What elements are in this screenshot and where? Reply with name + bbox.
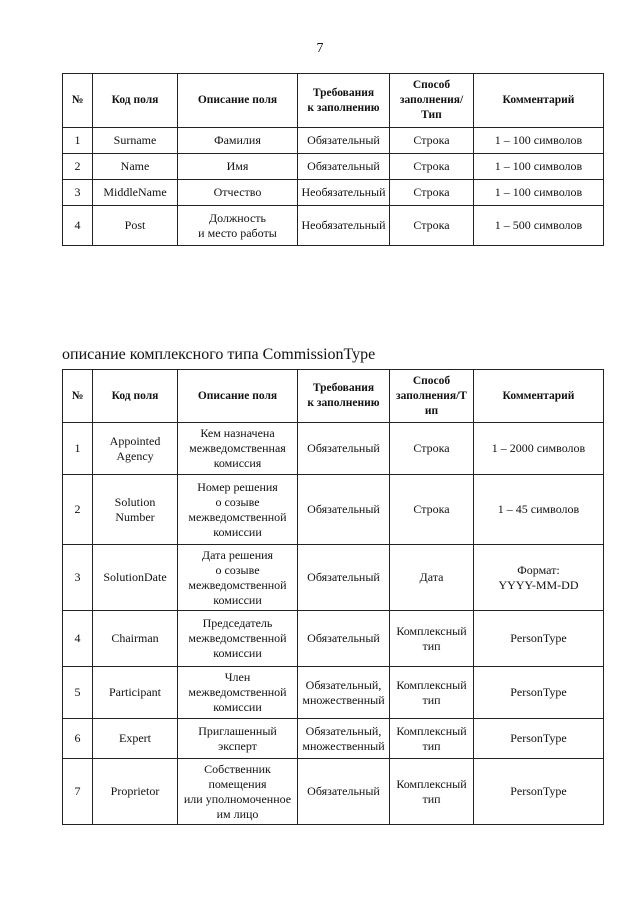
- cell-field-description: [178, 759, 298, 825]
- cell-field-description: [178, 154, 298, 180]
- cell-field-description: [178, 128, 298, 154]
- cell-line: комиссии: [213, 592, 262, 607]
- fields-table: [62, 73, 604, 246]
- cell-line: и место работы: [198, 225, 277, 240]
- cell-field-code: [93, 759, 178, 825]
- cell-field-description: [178, 611, 298, 667]
- header-fill-method: [390, 74, 474, 128]
- header-line: Способ: [412, 374, 451, 387]
- cell-fill-method: [390, 545, 474, 611]
- header-field-description: [178, 370, 298, 423]
- cell-line: межведомственной: [188, 685, 287, 699]
- cell-line: Agency: [116, 448, 154, 463]
- cell-line: Обязательный: [307, 133, 380, 147]
- cell-fill-method: [390, 719, 474, 759]
- cell-line: тип: [422, 692, 441, 707]
- cell-line: 1 – 500 символов: [494, 218, 583, 232]
- cell-field-code: [93, 719, 178, 759]
- cell-line: Комплексный: [396, 623, 467, 638]
- header-line: Комментарий: [502, 389, 575, 402]
- cell-comment: [474, 545, 604, 611]
- cell-line: Необязательный: [301, 185, 386, 199]
- cell-line: Председатель: [202, 616, 273, 630]
- cell-line: 1 – 2000 символов: [491, 441, 586, 455]
- cell-line: 1 – 45 символов: [497, 502, 580, 516]
- cell-field-code: [93, 180, 178, 206]
- header-fill-method: [390, 370, 474, 423]
- cell-line: комиссия: [213, 456, 262, 470]
- header-line: Комментарий: [502, 94, 575, 106]
- cell-line: 1 – 100 символов: [494, 133, 583, 147]
- cell-field-description: [178, 719, 298, 759]
- cell-fill-method: [390, 423, 474, 475]
- cell-fill-method: [390, 611, 474, 667]
- cell-comment: [474, 475, 604, 545]
- cell-line: MiddleName: [103, 185, 167, 199]
- cell-field-code: [93, 545, 178, 611]
- cell-field-description: [178, 475, 298, 545]
- table-row: [63, 423, 604, 475]
- cell-field-code: [93, 128, 178, 154]
- cell-requirements: [298, 154, 390, 180]
- header-line: Код поля: [111, 94, 159, 106]
- cell-line: комиссии: [213, 524, 262, 539]
- cell-line: Строка: [413, 218, 450, 232]
- cell-number: 4: [63, 206, 93, 246]
- cell-line: Кем назначена: [200, 426, 275, 440]
- cell-line: PersonType: [510, 784, 567, 798]
- cell-field-description: [178, 667, 298, 719]
- cell-line: 1 – 100 символов: [494, 185, 583, 199]
- cell-line: Обязательный: [307, 784, 380, 798]
- cell-line: Строка: [413, 159, 450, 173]
- cell-field-description: [178, 206, 298, 246]
- cell-requirements: [298, 759, 390, 825]
- cell-comment: [474, 667, 604, 719]
- cell-field-description: [178, 545, 298, 611]
- header-line: Код поля: [111, 389, 159, 402]
- header-field-code: [93, 370, 178, 423]
- header-line: Способ: [412, 79, 451, 91]
- cell-line: Фамилия: [214, 133, 261, 147]
- cell-line: Обязательный: [307, 159, 380, 173]
- cell-line: Имя: [226, 159, 249, 173]
- header-line: Тип: [421, 109, 442, 121]
- cell-fill-method: [390, 128, 474, 154]
- cell-line: Отчество: [213, 185, 262, 199]
- cell-line: 1 – 100 символов: [494, 159, 583, 173]
- header-line: Требования: [312, 86, 375, 99]
- table-header-row: [63, 370, 604, 423]
- cell-line: Обязательный: [307, 570, 380, 584]
- header-line: к заполнению: [307, 397, 380, 409]
- header-number: [63, 370, 93, 423]
- cell-field-code: [93, 667, 178, 719]
- cell-line: о созыве: [215, 494, 260, 509]
- cell-number: 2: [63, 475, 93, 545]
- cell-line: PersonType: [510, 685, 567, 699]
- page-number: 7: [316, 41, 324, 56]
- cell-requirements: [298, 667, 390, 719]
- cell-requirements: [298, 180, 390, 206]
- cell-fill-method: [390, 759, 474, 825]
- cell-line: PersonType: [510, 631, 567, 645]
- cell-fill-method: [390, 206, 474, 246]
- table-row: [63, 475, 604, 545]
- table-row: [63, 206, 604, 246]
- cell-line: Приглашенный: [198, 723, 277, 738]
- cell-number: 3: [63, 180, 93, 206]
- table-row: [63, 128, 604, 154]
- cell-line: Строка: [413, 502, 450, 516]
- cell-line: SolutionDate: [103, 570, 167, 584]
- cell-line: им лицо: [216, 806, 259, 821]
- header-line: ип: [424, 404, 439, 417]
- header-comment: [474, 370, 604, 423]
- cell-field-description: [178, 423, 298, 475]
- cell-field-description: [178, 180, 298, 206]
- cell-comment: [474, 180, 604, 206]
- table-row: [63, 759, 604, 825]
- cell-line: Обязательный: [307, 502, 380, 516]
- header-field-code: [93, 74, 178, 128]
- cell-line: Proprietor: [110, 784, 160, 798]
- cell-comment: [474, 206, 604, 246]
- cell-line: Строка: [413, 185, 450, 199]
- cell-line: Комплексный: [396, 723, 467, 738]
- cell-number: 4: [63, 611, 93, 667]
- cell-comment: [474, 611, 604, 667]
- cell-requirements: [298, 423, 390, 475]
- cell-number: 1: [63, 423, 93, 475]
- header-line: №: [71, 389, 84, 402]
- cell-line: YYYY-MM-DD: [498, 577, 579, 592]
- cell-field-code: [93, 206, 178, 246]
- table-row: [63, 719, 604, 759]
- cell-number: 3: [63, 545, 93, 611]
- cell-line: или уполномоченное: [183, 791, 292, 806]
- cell-line: Дата: [419, 570, 444, 584]
- cell-fill-method: [390, 180, 474, 206]
- cell-field-code: [93, 475, 178, 545]
- cell-line: Обязательный,: [305, 677, 382, 692]
- cell-line: Необязательный: [301, 218, 386, 232]
- cell-requirements: [298, 545, 390, 611]
- cell-line: Chairman: [111, 631, 159, 645]
- section-title: описание комплексного типа CommissionType: [62, 346, 376, 363]
- table-row: [63, 154, 604, 180]
- table-row: [63, 180, 604, 206]
- table-row: [63, 667, 604, 719]
- cell-line: Expert: [119, 731, 151, 745]
- cell-line: Номер решения: [197, 479, 278, 494]
- cell-requirements: [298, 206, 390, 246]
- cell-line: тип: [422, 638, 441, 653]
- cell-line: Дата решения: [201, 547, 274, 562]
- cell-field-code: [93, 611, 178, 667]
- cell-line: о созыве: [215, 562, 260, 577]
- cell-line: межведомственная: [189, 441, 286, 455]
- cell-line: Комплексный: [396, 677, 467, 692]
- cell-requirements: [298, 719, 390, 759]
- cell-line: Solution: [114, 494, 156, 509]
- cell-line: Обязательный: [307, 441, 380, 455]
- cell-line: Строка: [413, 441, 450, 455]
- cell-line: Appointed: [109, 433, 161, 448]
- cell-line: Член: [224, 670, 251, 684]
- header-line: к заполнению: [307, 101, 380, 114]
- header-requirements: [298, 74, 390, 128]
- cell-line: Participant: [109, 685, 161, 699]
- cell-fill-method: [390, 667, 474, 719]
- cell-number: 1: [63, 128, 93, 154]
- cell-line: Собственник: [204, 761, 271, 776]
- cell-line: Формат:: [517, 562, 560, 577]
- table-header-row: [63, 74, 604, 128]
- cell-line: Обязательный: [307, 631, 380, 645]
- cell-line: Комплексный: [396, 776, 467, 791]
- cell-line: PersonType: [510, 731, 567, 745]
- cell-line: Должность: [208, 210, 267, 225]
- cell-fill-method: [390, 475, 474, 545]
- cell-line: Post: [124, 218, 146, 232]
- cell-field-code: [93, 154, 178, 180]
- cell-comment: [474, 423, 604, 475]
- cell-line: межведомственной: [188, 577, 287, 592]
- cell-requirements: [298, 128, 390, 154]
- cell-line: Number: [115, 509, 155, 524]
- cell-line: тип: [422, 738, 441, 753]
- cell-line: множественный: [302, 692, 385, 707]
- cell-line: множественный: [302, 738, 385, 753]
- table-row: [63, 611, 604, 667]
- cell-field-code: [93, 423, 178, 475]
- cell-number: 2: [63, 154, 93, 180]
- cell-line: Surname: [113, 133, 157, 147]
- commission-type-table: [62, 369, 604, 825]
- cell-number: 6: [63, 719, 93, 759]
- cell-line: комиссии: [213, 700, 262, 714]
- cell-line: межведомственной: [188, 509, 287, 524]
- cell-requirements: [298, 611, 390, 667]
- header-line: заполнения/: [399, 94, 464, 106]
- header-line: №: [71, 94, 84, 106]
- header-line: заполнения/Т: [396, 389, 467, 402]
- table-row: [63, 545, 604, 611]
- cell-fill-method: [390, 154, 474, 180]
- header-line: Описание поля: [197, 94, 278, 106]
- cell-number: 7: [63, 759, 93, 825]
- cell-comment: [474, 719, 604, 759]
- cell-line: Обязательный,: [305, 723, 382, 738]
- cell-line: помещения: [208, 776, 267, 791]
- cell-comment: [474, 154, 604, 180]
- cell-requirements: [298, 475, 390, 545]
- header-comment: [474, 74, 604, 128]
- cell-comment: [474, 128, 604, 154]
- cell-number: 5: [63, 667, 93, 719]
- cell-line: эксперт: [218, 738, 257, 753]
- cell-line: тип: [422, 791, 441, 806]
- header-line: Требования: [312, 382, 375, 394]
- header-number: [63, 74, 93, 128]
- header-requirements: [298, 370, 390, 423]
- cell-line: Строка: [413, 133, 450, 147]
- cell-comment: [474, 759, 604, 825]
- cell-line: межведомственной: [188, 631, 287, 645]
- cell-line: комиссии: [213, 646, 262, 660]
- cell-line: Name: [120, 159, 150, 173]
- header-field-description: [178, 74, 298, 128]
- header-line: Описание поля: [197, 389, 278, 402]
